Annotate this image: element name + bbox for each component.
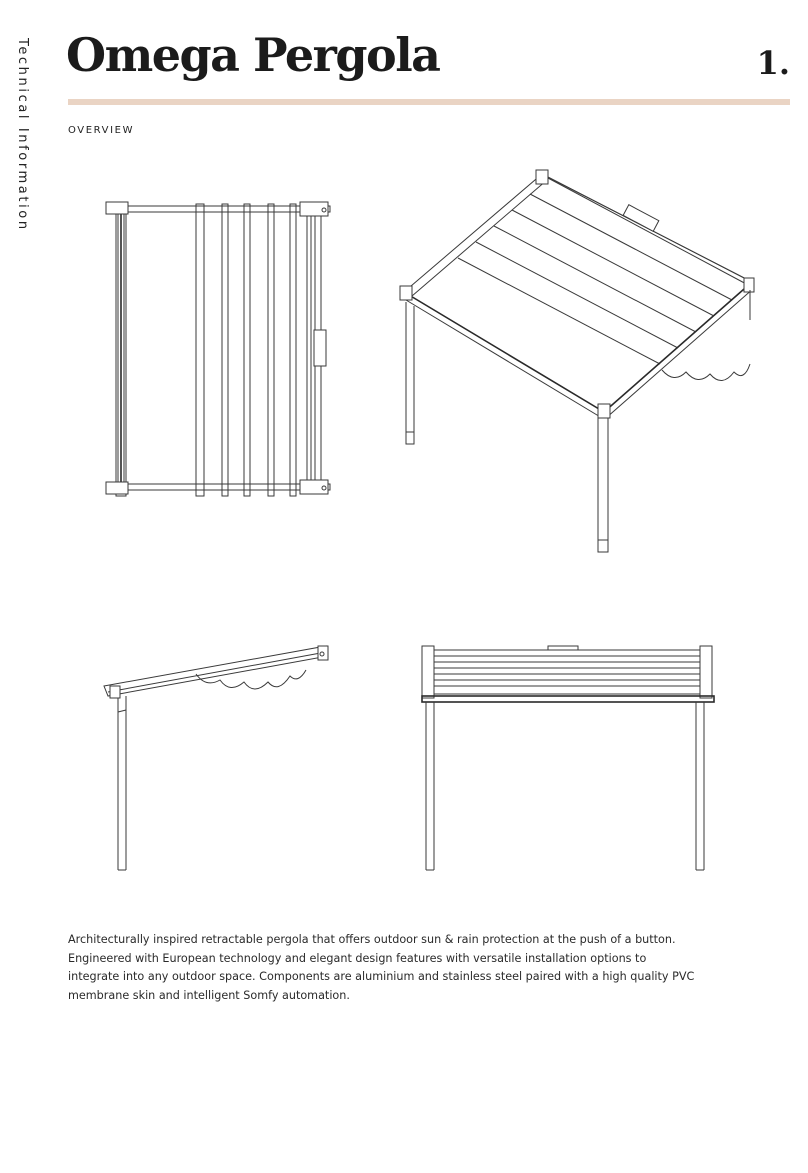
- pergola-isometric-view-drawing: [392, 164, 762, 564]
- side-label: Technical Information: [15, 38, 30, 232]
- page-title: Omega Pergola: [66, 28, 440, 82]
- section-heading: OVERVIEW: [68, 125, 135, 136]
- pergola-side-view-drawing: [100, 642, 336, 878]
- page-number: 1.: [756, 44, 790, 82]
- product-description: Architecturally inspired retractable pergola that offers outdoor sun & rain protection at the push of a button. Engineered with European technology and elegant design features with versatile installation options to integrate into any outdoor space. Components are aluminium and stainless steel paired with a high quality PVC membrane skin and intelligent Somfy automation.: [68, 933, 695, 1002]
- pergola-front-view-drawing: [418, 644, 718, 878]
- title-divider: [68, 99, 790, 105]
- pergola-top-view-drawing: [100, 200, 340, 500]
